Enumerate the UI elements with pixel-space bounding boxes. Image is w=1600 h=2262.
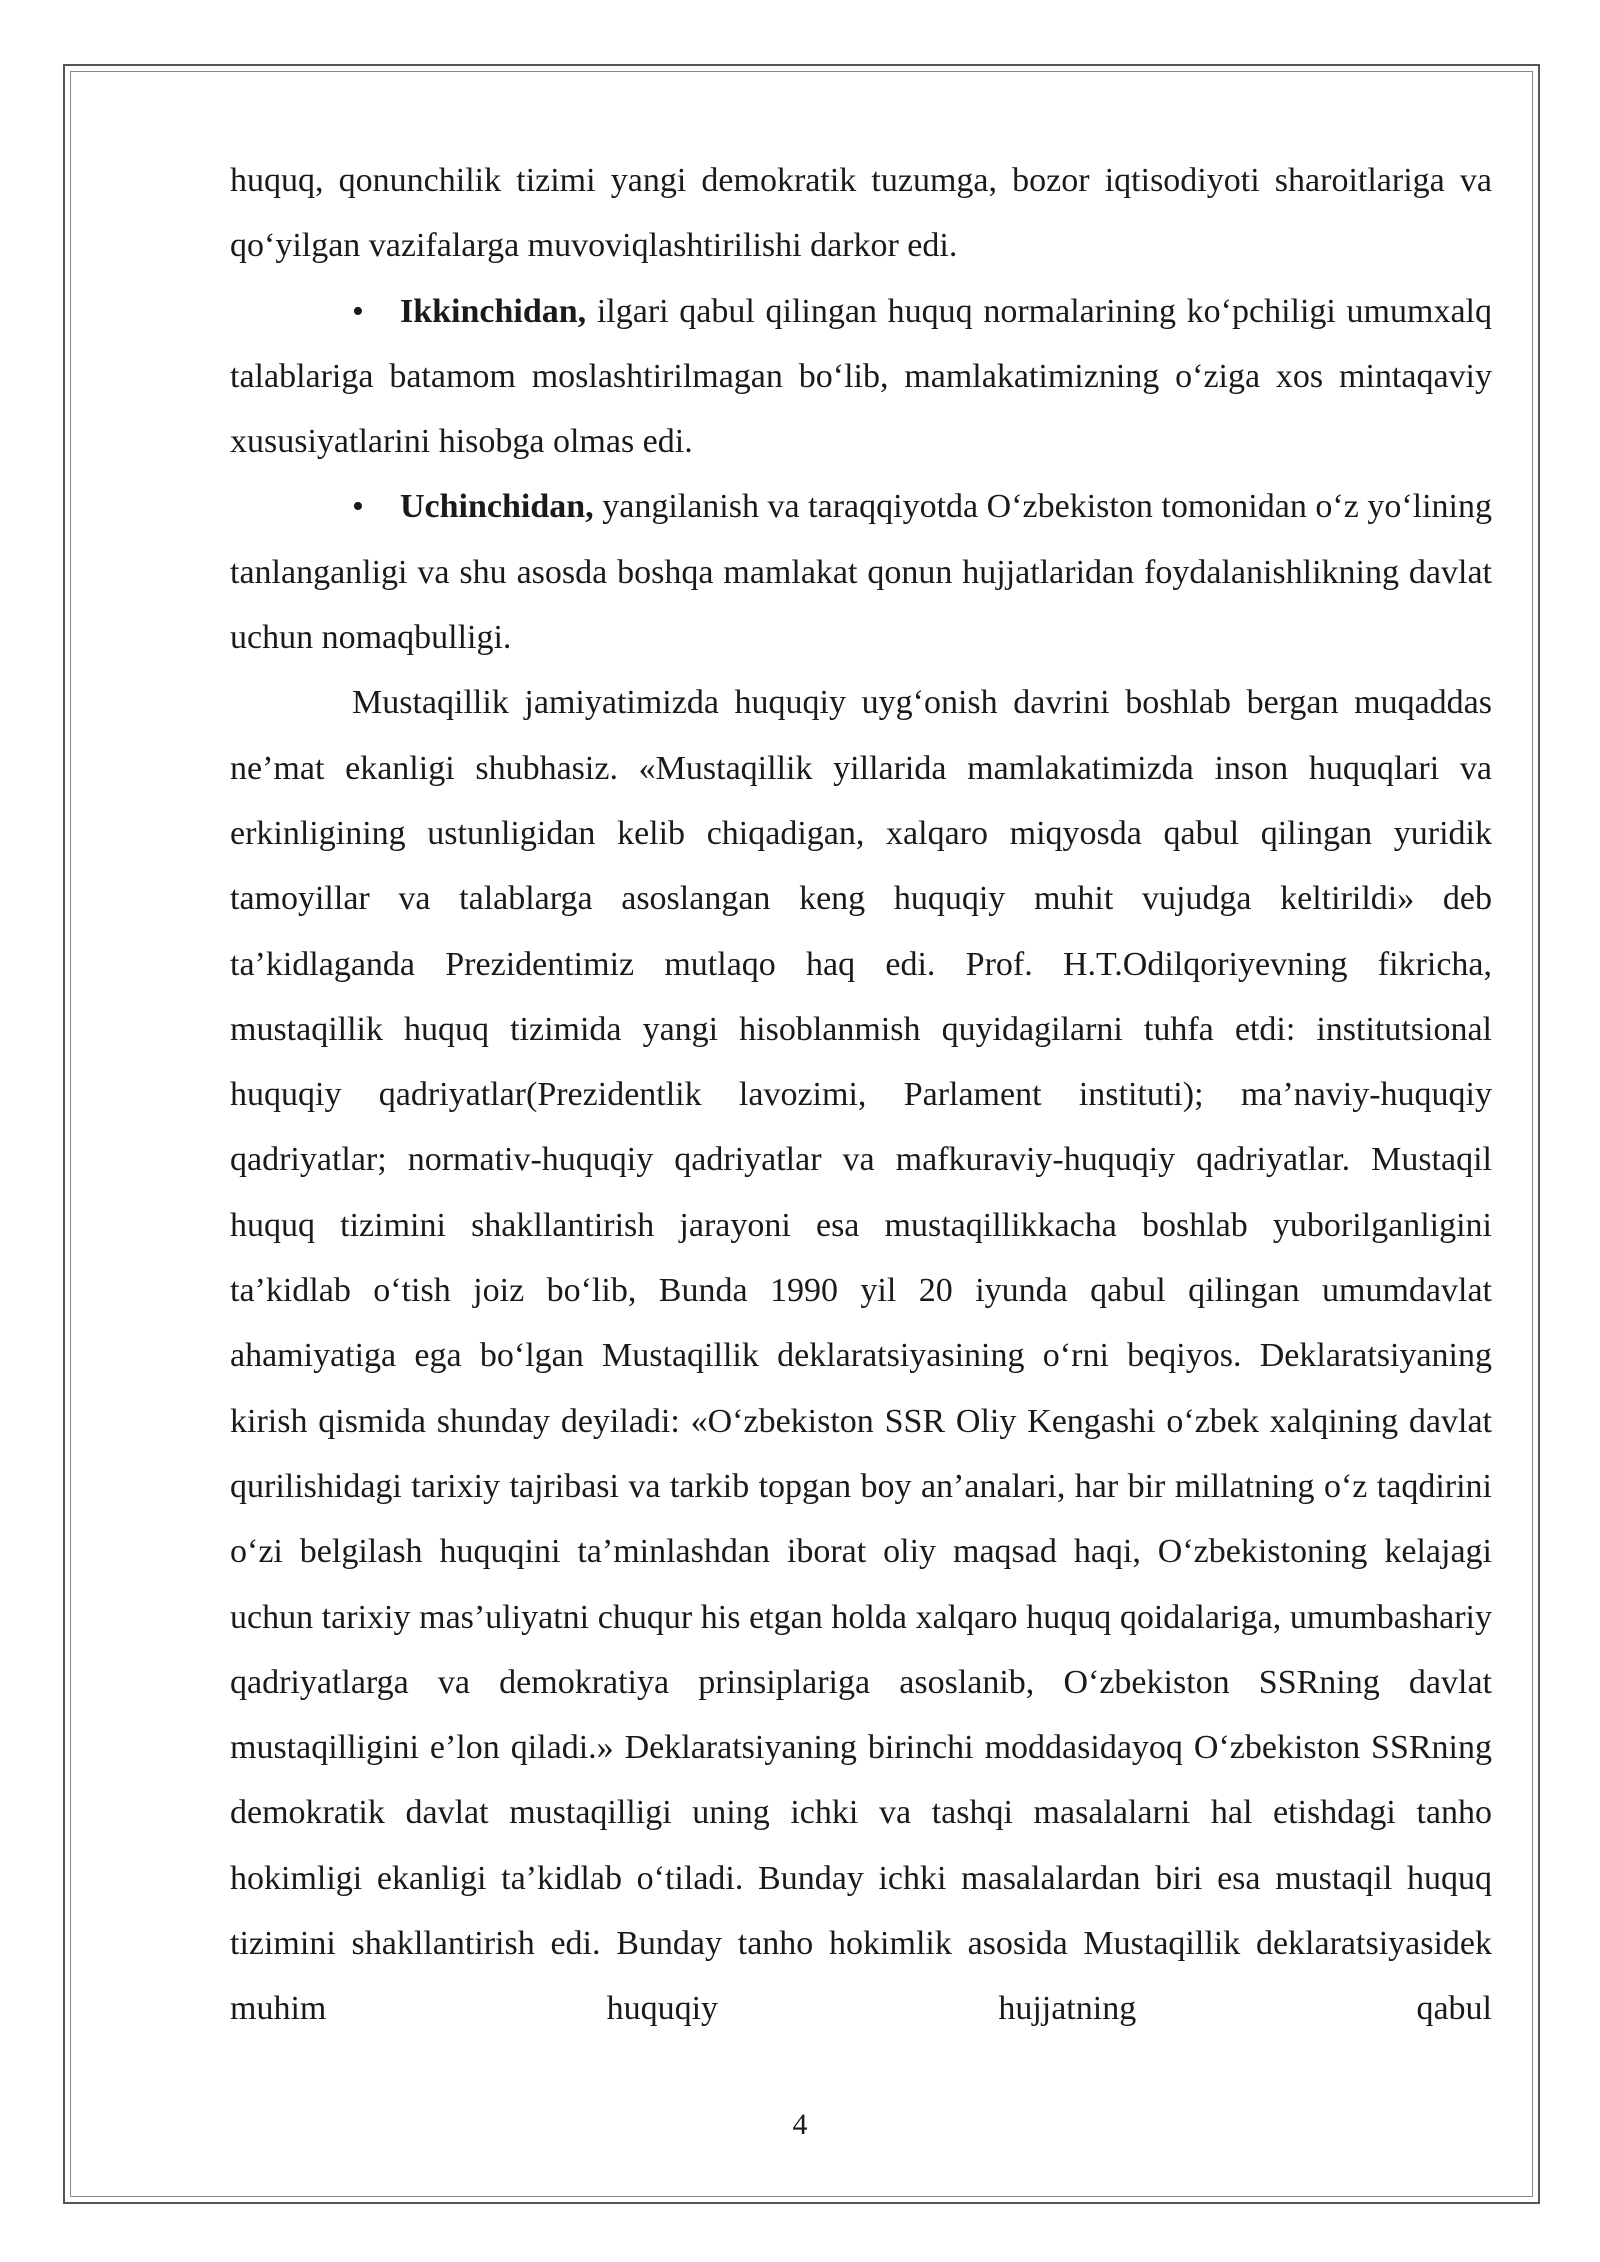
- bullet-lead: Uchinchidan,: [400, 488, 594, 526]
- document-body: [230, 148, 1492, 2042]
- bullet-icon: •: [352, 292, 364, 330]
- bullet-text: ilgari qabul qilingan huquq normalarining ko‘pchiligi umumxalq talablariga batamom moslashtirilmagan bo‘lib, mamlakatimizning o‘ziga xos mintaqaviy xususiyatlarini hisobga olmas edi.: [230, 292, 1492, 461]
- bullet-icon: •: [352, 488, 364, 526]
- bullet-lead: Ikkinchidan,: [400, 292, 587, 330]
- page-number: 4: [792, 2108, 808, 2141]
- bullet-item-ikkinchidan: [230, 279, 1492, 475]
- bullet-text: yangilanish va taraqqiyotda O‘zbekiston tomonidan o‘z yo‘lining tanlanganligi va shu asosda boshqa mamlakat qonun hujjatlaridan foydalanishlikning davlat uchun nomaqbulligi.: [230, 488, 1492, 657]
- paragraph-continuation: huquq, qonunchilik tizimi yangi demokratik tuzumga, bozor iqtisodiyoti sharoitlariga va qo‘yilgan vazifalarga muvoviqlashtirilishi darkor edi.: [230, 162, 1492, 265]
- bullet-item-uchinchidan: [230, 474, 1492, 670]
- paragraph-mustaqillik: Mustaqillik jamiyatimizda huquqiy uyg‘onish davrini boshlab bergan muqaddas ne’mat ekanligi shubhasiz. «Mustaqillik yillarida mamlakatimizda inson huquqlari va erkinligining ustunligidan kelib chiqadigan, xalqaro miqyosda qabul qilingan yuridik tamoyillar va talablarga asoslangan keng huquqiy muhit vujudga keltirildi» deb ta’kidlaganda Prezidentimiz mutlaqo haq edi. Prof. H.T.Odilqoriyevning fikricha, mustaqillik huquq tizimida yangi hisoblanmish quyidagilarni tuhfa etdi: institutsional huquqiy qadriyatlar(Prezidentlik lavozimi, Parlament instituti); ma’naviy-huquqiy qadriyatlar; normativ-huquqiy qadriyatlar va mafkuraviy-huquqiy qadriyatlar. Mustaqil huquq tizimini shakllantirish jarayoni esa mustaqillikkacha boshlab yuborilganligini ta’kidlab o‘tish joiz bo‘lib, Bunda 1990 yil 20 iyunda qabul qilingan umumdavlat ahamiyatiga ega bo‘lgan Mustaqillik deklaratsiyasining o‘rni beqiyos. Deklaratsiyaning kirish qismida shunday deyiladi: «O‘zbekiston SSR Oliy Kengashi o‘zbek xalqining davlat qurilishidagi tarixiy tajribasi va tarkib topgan boy an’analari, har bir millatning o‘z taqdirini o‘zi belgilash huquqini ta’minlashdan iborat oliy maqsad haqi, O‘zbekistoning kelajagi uchun tarixiy mas’uliyatni chuqur his etgan holda xalqaro huquq qoidalariga, umumbashariy qadriyatlarga va demokratiya prinsiplariga asoslanib, O‘zbekiston SSRning davlat mustaqilligini e’lon qiladi.» Deklaratsiyaning birinchi moddasidayoq O‘zbekiston SSRning demokratik davlat mustaqilligi uning ichki va tashqi masalalarni hal etishdagi tanho hokimligi ekanligi ta’kidlab o‘tiladi. Bunday ichki masalalardan biri esa mustaqil huquq tizimini shakllantirish edi. Bunday tanho hokimlik asosida Mustaqillik deklaratsiyasidek muhim huquqiy hujjatning qabul: [230, 684, 1492, 2028]
